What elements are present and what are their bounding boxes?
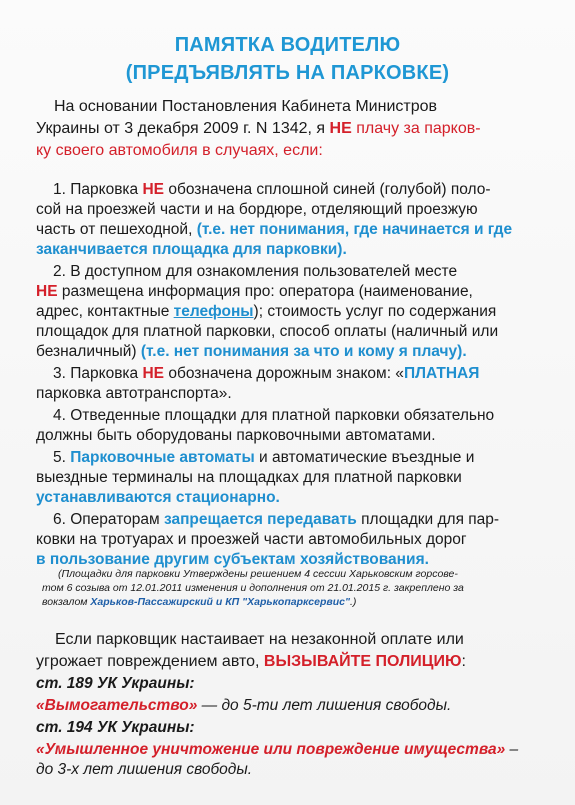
item-5-line-3: устанавливаются стационарно.: [36, 489, 280, 506]
note-line-2: том 6 созыва от 12.01.2011 изменения и дополнения от 21.01.2015 г. закреплено за: [42, 582, 464, 594]
phones-link: телефоны: [173, 303, 254, 320]
item-1-line-2: сой на проезжей части и на бордюре, отделяющий проезжую: [36, 201, 478, 218]
law-194-penalty: до 3-х лет лишения свободы.: [36, 761, 253, 778]
note-line-1: (Площадки для парковки Утверждены решением 4 сессии Харьковским горсове-: [58, 568, 458, 580]
not-emphasis: НЕ: [329, 120, 352, 137]
item-5-line-1: 5. Парковочные автоматы и автоматические въездные и: [53, 449, 475, 466]
item-1-line-4: заканчивается площадка для парковки).: [36, 241, 347, 258]
intro-line-3: ку своего автомобиля в случаях, если:: [36, 142, 323, 159]
item-2-line-1: 2. В доступном для ознакомления пользователей месте: [53, 263, 458, 280]
note-line-3: вокзалом Харьков-Пассажирский и КП "Харькопарксервис".): [42, 596, 357, 608]
item-2-line-5: безналичный) (т.е. нет понимания за что и кому я плачу).: [36, 343, 467, 360]
memo-subtitle: (ПРЕДЪЯВЛЯТЬ НА ПАРКОВКЕ): [125, 62, 450, 84]
item-2-line-3: адрес, контактные телефоны); стоимость услуг по содержания: [36, 303, 497, 320]
item-5-line-2: выездные терминалы на площадках для платной парковки: [36, 469, 462, 486]
item-2-line-4: площадок для платной парковки, способ оплаты (наличный или: [36, 323, 499, 340]
law-189-heading: ст. 189 УК Украины:: [36, 675, 195, 692]
item-4-line-2: должны быть оборудованы парковочными автоматами.: [36, 427, 436, 444]
item-6-line-2: ковки на тротуарах и проезжей части автомобильных дорог: [36, 531, 467, 548]
memo-title: ПАМЯТКА ВОДИТЕЛЮ: [174, 34, 401, 56]
item-2-line-2: НЕ размещена информация про: оператора (наименование,: [36, 283, 473, 300]
outro-line-2: угрожает повреждением авто, ВЫЗЫВАЙТЕ ПОЛИЦИЮ:: [36, 653, 466, 670]
item-6-line-1: 6. Операторам запрещается передавать площадки для пар-: [53, 511, 500, 528]
item-4-line-1: 4. Отведенные площадки для платной парковки обязательно: [53, 407, 495, 424]
call-police-text: ВЫЗЫВАЙТЕ ПОЛИЦИЮ: [263, 653, 462, 670]
item-3-line-2: парковка автотранспорта».: [36, 385, 232, 402]
law-194-heading: ст. 194 УК Украины:: [36, 719, 195, 736]
law-189-text: «Вымогательство» — до 5-ти лет лишения свободы.: [36, 697, 452, 714]
item-6-line-3: в пользование другим субъектам хозяйствования.: [36, 551, 429, 568]
item-1-line-3: часть от пешеходной, (т.е. нет понимания, где начинается и где: [36, 221, 513, 238]
intro-line-2: Украины от 3 декабря 2009 г. N 1342, я НЕ плачу за парков-: [36, 120, 481, 137]
outro-line-1: Если парковщик настаивает на незаконной оплате или: [55, 631, 464, 648]
item-3-line-1: 3. Парковка НЕ обозначена дорожным знаком: «ПЛАТНАЯ: [53, 365, 480, 382]
intro-line-1: На основании Постановления Кабинета Министров: [54, 98, 438, 115]
item-1-line-1: 1. Парковка НЕ обозначена сплошной синей (голубой) поло-: [53, 181, 491, 198]
law-194-text: «Умышленное уничтожение или повреждение имущества» –: [36, 741, 519, 758]
